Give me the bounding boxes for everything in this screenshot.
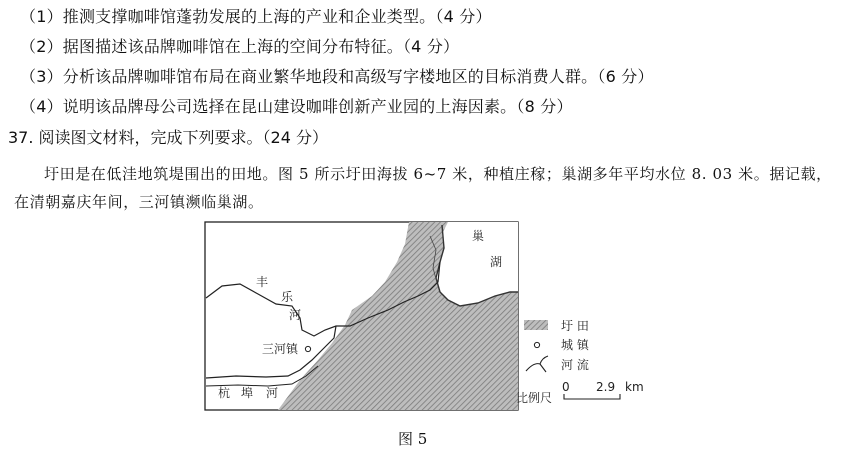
scale-value: 2.9 [596,380,616,394]
scale-zero: 0 [562,380,570,394]
scale-unit: km [625,380,644,394]
question-4: （4）说明该品牌母公司选择在昆山建设咖啡创新产业园的上海因素。（8 分） [20,97,573,116]
lake-char-1: 巢 [472,229,485,243]
sanhe-town-marker [305,346,310,351]
legend-river-label: 河 流 [561,358,589,372]
legend-polder-label: 圩 田 [561,319,589,333]
legend-town-symbol [534,342,539,347]
hangbu-char-2: 埠 [241,386,254,400]
fengle-char-2: 乐 [281,290,294,304]
question-3: （3）分析该品牌咖啡馆布局在商业繁华地段和高级写字楼地区的目标消费人群。（6 分） [20,67,654,86]
town-label: 三河镇 [262,342,299,356]
question-2: （2）据图描述该品牌咖啡馆在上海的空间分布特征。（4 分） [20,37,460,56]
legend-town-label: 城 镇 [561,338,589,352]
hangbu-char-1: 杭 [218,386,231,400]
legend-river-symbol [526,356,548,372]
figure-caption: 图 5 [398,430,428,448]
question-37-paragraph: 圩田是在低洼地筑堤围出的田地。图 5 所示圩田海拔 6~7 米，种植庄稼；巢湖多年平均水位 8. 03 米。据记载，在清朝嘉庆年间，三河镇濒临巢湖。 [14,165,832,211]
scale-label: 比例尺 [516,391,553,405]
legend-polder-swatch [524,320,548,330]
question-37-heading: 37. 阅读图文材料，完成下列要求。（24 分） [8,128,328,147]
scale-bar [564,394,620,399]
fengle-char-3: 河 [289,308,302,322]
question-1: （1）推测支撑咖啡馆蓬勃发展的上海的产业和企业类型。（4 分） [20,7,492,26]
fengle-char-1: 丰 [256,275,269,289]
hangbu-char-3: 河 [266,386,279,400]
lake-char-2: 湖 [490,255,503,269]
